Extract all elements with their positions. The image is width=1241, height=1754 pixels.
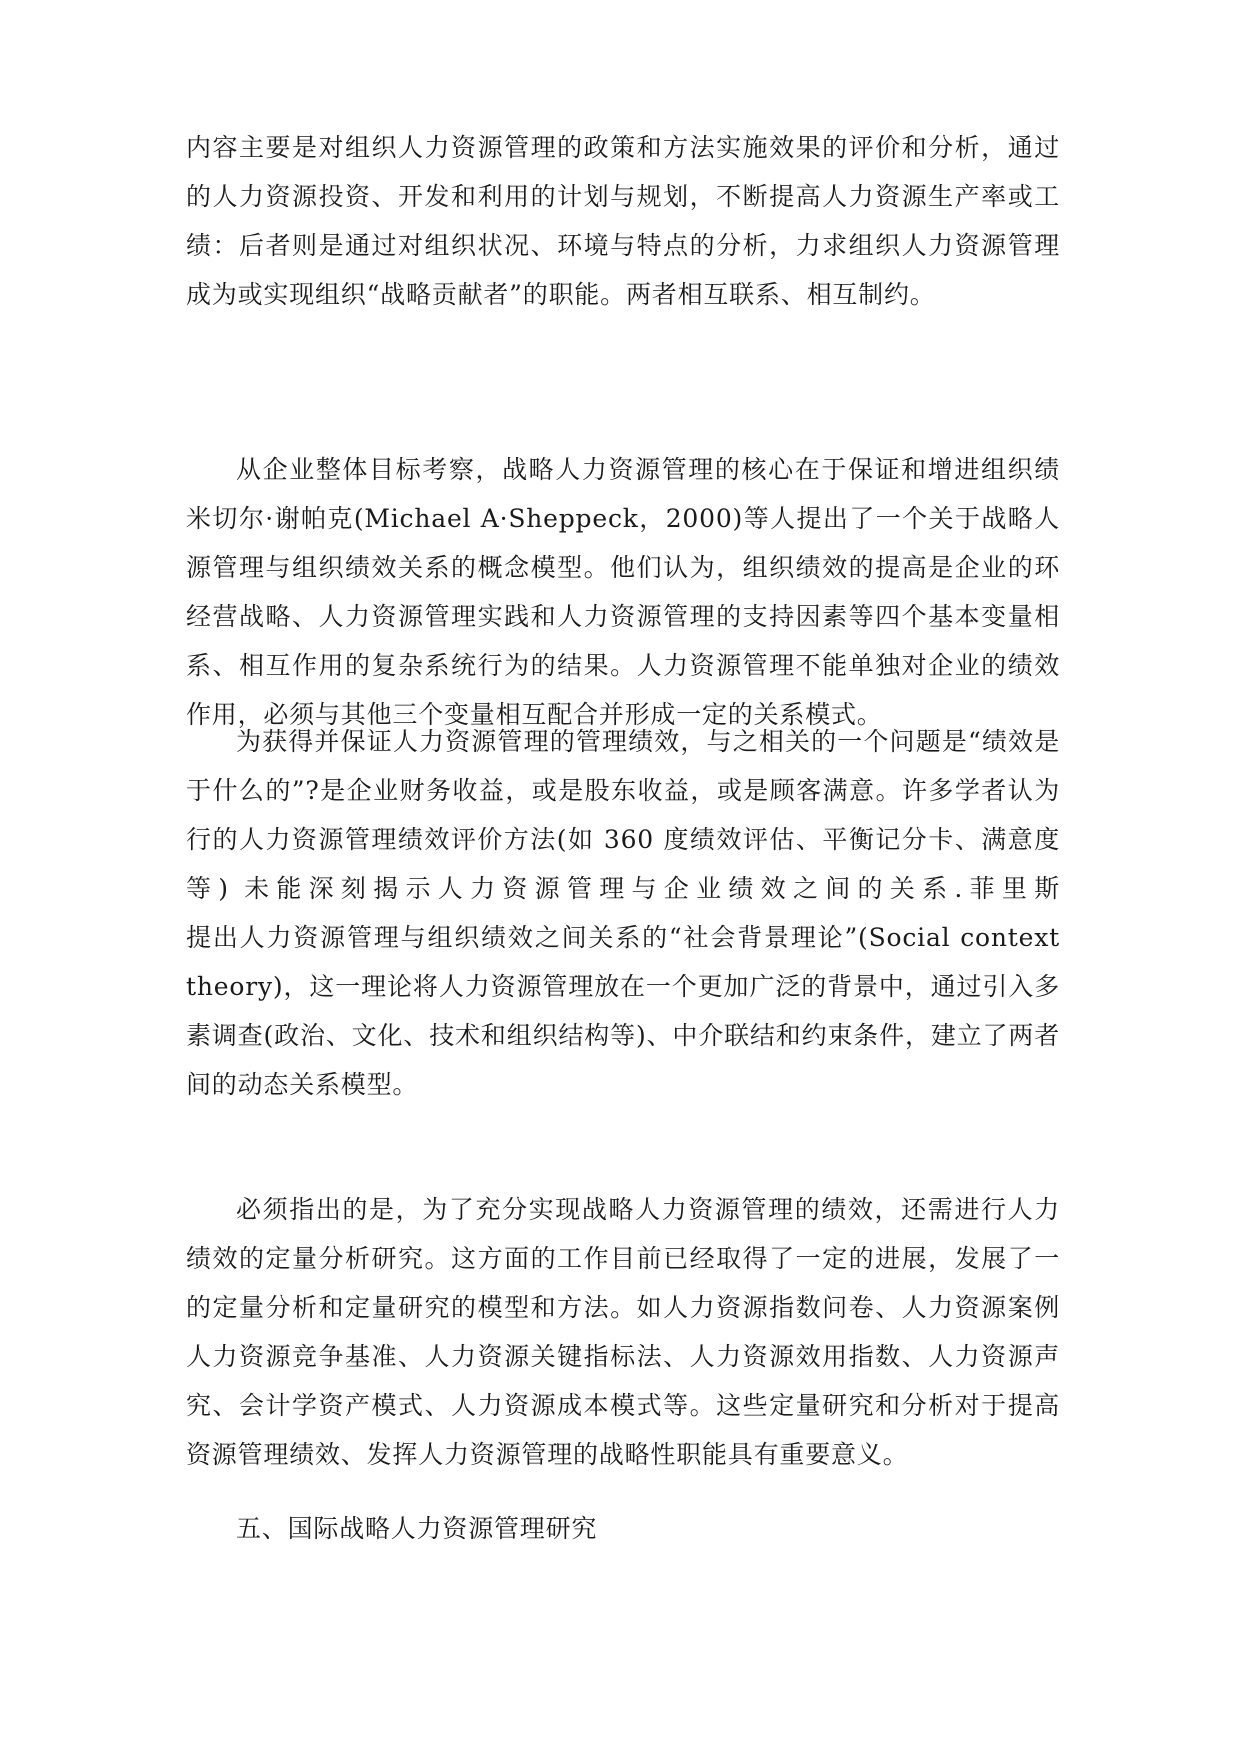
text-line: 系、相互作用的复杂系统行为的结果。人力资源管理不能单独对企业的绩效 [186, 651, 1060, 680]
text-line: 绩效的定量分析研究。这方面的工作目前已经取得了一定的进展，发展了一 [186, 1244, 1060, 1273]
section-heading [186, 1504, 1060, 1553]
text-line: 米切尔·谢帕克(Michael A·Sheppeck，2000)等人提出了一个关于战略人 [186, 504, 1060, 533]
heading-line: 五、国际战略人力资源管理研究 [236, 1514, 598, 1543]
text-line: 行的人力资源管理绩效评价方法(如 360 度绩效评估、平衡记分卡、满意度 [186, 825, 1060, 854]
text-line: 素调查(政治、文化、技术和组织结构等)、中介联结和约束条件，建立了两者 [186, 1021, 1060, 1050]
text-line: 作用，必须与其他三个变量相互配合并形成一定的关系模式。 [186, 700, 883, 729]
text-line: 为获得并保证人力资源管理的管理绩效，与之相关的一个问题是“绩效是 [236, 727, 1060, 756]
text-line: 究、会计学资产模式、人力资源成本模式等。这些定量研究和分析对于提高 [186, 1391, 1060, 1420]
text-line: 提出人力资源管理与组织绩效之间关系的“社会背景理论”(Social context [186, 923, 1060, 952]
text-line: 经营战略、人力资源管理实践和人力资源管理的支持因素等四个基本变量相 [186, 602, 1060, 631]
text-line: 必须指出的是，为了充分实现战略人力资源管理的绩效，还需进行人力 [236, 1195, 1060, 1224]
text-line: 人力资源竞争基准、人力资源关键指标法、人力资源效用指数、人力资源声 [186, 1342, 1060, 1371]
paragraph-quantitative-analysis [186, 1185, 1060, 1479]
text-line: 间的动态关系模型。 [186, 1070, 419, 1099]
text-line: 内容主要是对组织人力资源管理的政策和方法实施效果的评价和分析，通过 [186, 133, 1060, 162]
text-line: 的定量分析和定量研究的模型和方法。如人力资源指数问卷、人力资源案例 [186, 1293, 1060, 1322]
paragraph-hrm-evaluation [186, 123, 1060, 319]
text-line: 成为或实现组织“战略贡献者”的职能。两者相互联系、相互制约。 [186, 280, 936, 309]
text-line: 于什么的”?是企业财务收益，或是股东收益，或是顾客满意。许多学者认为 [186, 776, 1060, 805]
paragraph-sheppeck-model [186, 445, 1060, 739]
text-line: 源管理与组织绩效关系的概念模型。他们认为，组织绩效的提高是企业的环 [186, 553, 1060, 582]
text-line: 绩：后者则是通过对组织状况、环境与特点的分析，力求组织人力资源管理 [186, 231, 1060, 260]
text-line: 资源管理绩效、发挥人力资源管理的战略性职能具有重要意义。 [186, 1440, 909, 1469]
text-line: 从企业整体目标考察，战略人力资源管理的核心在于保证和增进组织绩 [236, 455, 1060, 484]
text-line: 等) 未能深刻揭示人力资源管理与企业绩效之间的关系.菲里斯 [186, 874, 1060, 903]
text-line: theory)，这一理论将人力资源管理放在一个更加广泛的背景中，通过引入多 [186, 972, 1060, 1001]
paragraph-social-context-theory [186, 717, 1060, 1109]
text-line: 的人力资源投资、开发和利用的计划与规划，不断提高人力资源生产率或工 [186, 182, 1060, 211]
